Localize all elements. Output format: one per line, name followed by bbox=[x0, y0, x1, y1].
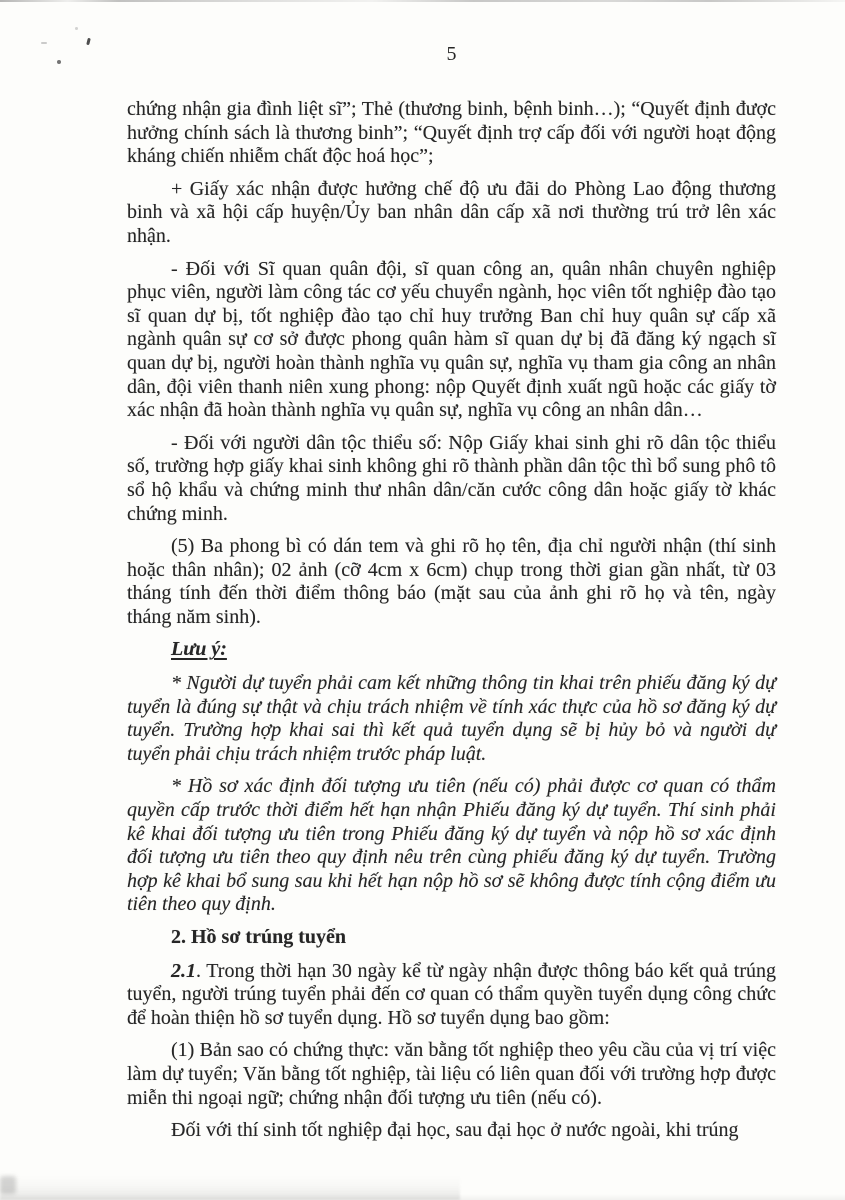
scan-speck-artifact bbox=[86, 38, 91, 46]
note-heading bbox=[127, 638, 776, 662]
scan-smudge-artifact bbox=[0, 1176, 16, 1194]
scan-speck-artifact bbox=[57, 60, 61, 64]
paragraph-phong-bi: (5) Ba phong bì có dán tem và ghi rõ họ tên, địa chỉ người nhận (thí sinh hoặc thân nhân); 02 ảnh (cỡ 4cm x 6cm) chụp trong thời gian gần nhất, từ 03 tháng tính đến thời điểm thông báo (mặt sau của ảnh ghi rõ họ và tên, ngày tháng năm sinh). bbox=[127, 535, 776, 628]
document-body bbox=[127, 98, 776, 1152]
paragraph-tot-nghiep-nuoc-ngoai: Đối với thí sinh tốt nghiệp đại học, sau đại học ở nước ngoài, khi trúng bbox=[171, 1119, 739, 1142]
scan-speck-artifact bbox=[41, 42, 47, 44]
note-item-priority-dossier: * Hồ sơ xác định đối tượng ưu tiên (nếu có) phải được cơ quan có thẩm quyền cấp trước thời điểm hết hạn nhận Phiếu đăng ký dự tuyển. Thí sinh phải kê khai đối tượng ưu tiên trong Phiếu đăng ký dự tuyển và nộp hồ sơ xác định đối tượng ưu tiên theo quy định nêu trên cùng phiếu đăng ký dự tuyển. Trường hợp kê khai bổ sung sau khi hết hạn nộp hồ sơ sẽ không được tính cộng điểm ưu tiên theo quy định. bbox=[127, 775, 776, 916]
scan-top-edge-artifact bbox=[0, 0, 845, 2]
scan-smudge-artifact bbox=[0, 1176, 460, 1200]
paragraph-2-1-thoi-han bbox=[127, 960, 776, 1031]
note-item-commitment: * Người dự tuyển phải cam kết những thông tin khai trên phiếu đăng ký dự tuyển là đúng sự thật và chịu trách nhiệm về tính xác thực của hồ sơ đăng ký dự tuyển. Trường hợp khai sai thì kết quả tuyển dụng sẽ bị hủy bỏ và người dự tuyển phải chịu trách nhiệm trước pháp luật. bbox=[127, 672, 776, 765]
paragraph-plus-giay-xac-nhan: + Giấy xác nhận được hưởng chế độ ưu đãi do Phòng Lao động thương binh và xã hội cấp huyện/Ủy ban nhân dân cấp xã nơi thường trú trở lên xác nhận. bbox=[127, 177, 776, 247]
clause-text: . Trong thời hạn 30 ngày kể từ ngày nhận được thông báo kết quả trúng tuyển, người trúng tuyển phải đến cơ quan có thẩm quyền tuyển dụng công chức để hoàn thiện hồ sơ tuyển dụng. Hồ sơ tuyển dụng bao gồm: bbox=[127, 959, 776, 1029]
scan-bottom-edge-artifact bbox=[0, 1194, 845, 1200]
paragraph-si-quan-quan-doi: - Đối với Sĩ quan quân đội, sĩ quan công an, quân nhân chuyên nghiệp phục viên, người làm công tác cơ yếu chuyển ngành, học viên tốt nghiệp đào tạo sĩ quan dự bị, tốt nghiệp đào tạo chỉ huy trưởng Ban chỉ huy quân sự cấp xã ngành quân sự cơ sở được phong quân hàm sĩ quan dự bị đã đăng ký ngạch sĩ quan dự bị, người hoàn thành nghĩa vụ quân sự, nghĩa vụ tham gia công an nhân dân, đội viên thanh niên xung phong: nộp Quyết định xuất ngũ hoặc các giấy tờ xác nhận đã hoàn thành nghĩa vụ quân sự, nghĩa vụ công an nhân dân… bbox=[127, 257, 776, 422]
paragraph-dan-toc-thieu-so: - Đối với người dân tộc thiểu số: Nộp Giấy khai sinh ghi rõ dân tộc thiểu số, trường hợp giấy khai sinh không ghi rõ thành phần dân tộc thì bổ sung phô tô sổ hộ khẩu và chứng minh thư nhân dân/căn cước công dân hoặc giấy tờ khác chứng minh. bbox=[127, 431, 776, 525]
paragraph-ban-sao-chung-thuc: (1) Bản sao có chứng thực: văn bằng tốt nghiệp theo yêu cầu của vị trí việc làm dự tuyển; Văn bằng tốt nghiệp, tài liệu có liên quan đối với trường hợp được miễn thi ngoại ngữ; chứng nhận đối tượng ưu tiên (nếu có). bbox=[127, 1039, 776, 1109]
note-heading-label: Lưu ý: bbox=[171, 638, 227, 661]
section-heading-ho-so-trung-tuyen: 2. Hồ sơ trúng tuyển bbox=[171, 926, 346, 948]
scan-speck-artifact bbox=[75, 27, 78, 30]
page-number: 5 bbox=[446, 43, 457, 65]
clause-number: 2.1 bbox=[171, 959, 196, 982]
paragraph-certificates-continuation: chứng nhận gia đình liệt sĩ”; Thẻ (thương binh, bệnh binh…); “Quyết định được hưởng chính sách là thương binh”; “Quyết định trợ cấp đối với người hoạt động kháng chiến nhiễm chất độc hoá học”; bbox=[127, 98, 776, 168]
